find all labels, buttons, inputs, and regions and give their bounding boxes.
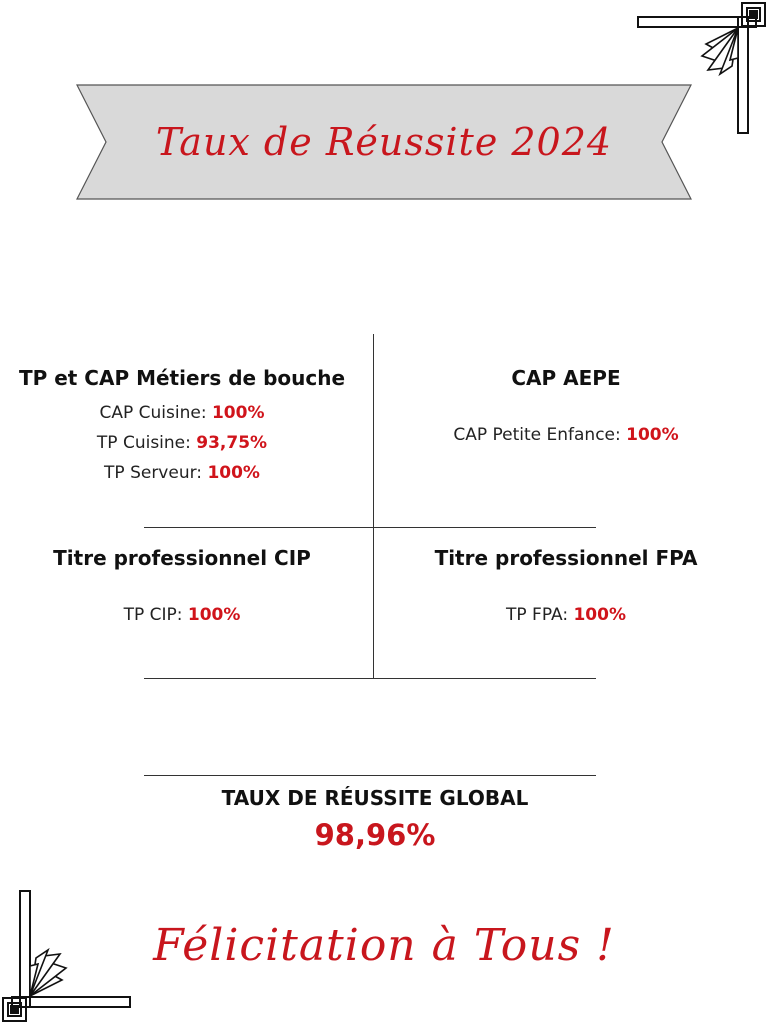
section-cap-aepe [384, 366, 748, 450]
section-heading: Titre professionnel FPA [434, 546, 698, 570]
item-label: CAP Cuisine: [99, 403, 212, 423]
item-label: TP Serveur: [104, 463, 208, 483]
global-rate-label: TAUX DE RÉUSSITE GLOBAL [221, 786, 529, 810]
vertical-divider [373, 334, 374, 679]
item-value: 93,75% [196, 433, 268, 453]
list-item [384, 420, 748, 450]
list-item [0, 428, 364, 458]
item-label: TP FPA: [506, 605, 574, 625]
item-value: 100% [626, 425, 679, 445]
section-heading: CAP AEPE [511, 366, 621, 390]
horizontal-divider [144, 775, 596, 776]
item-value: 100% [187, 605, 241, 625]
global-rate-value: 98,96% [314, 818, 436, 852]
list-item [0, 600, 364, 630]
list-item [0, 458, 364, 488]
item-label: CAP Petite Enfance: [453, 425, 627, 445]
congratulations-text: Félicitation à Tous ! [153, 920, 615, 971]
list-item [384, 600, 748, 630]
item-value: 100% [211, 403, 265, 423]
item-label: TP CIP: [123, 605, 188, 625]
list-item [0, 398, 364, 428]
section-heading: Titre professionnel CIP [53, 546, 311, 570]
section-heading: TP et CAP Métiers de bouche [18, 366, 346, 390]
section-metiers-de-bouche [0, 366, 364, 488]
horizontal-divider [144, 527, 596, 528]
item-label: TP Cuisine: [96, 433, 197, 453]
page-title: Taux de Réussite 2024 [155, 120, 613, 164]
item-value: 100% [207, 463, 260, 483]
section-titre-fpa [384, 546, 748, 630]
section-titre-cip [0, 546, 364, 630]
item-value: 100% [573, 605, 626, 625]
horizontal-divider [144, 678, 596, 679]
